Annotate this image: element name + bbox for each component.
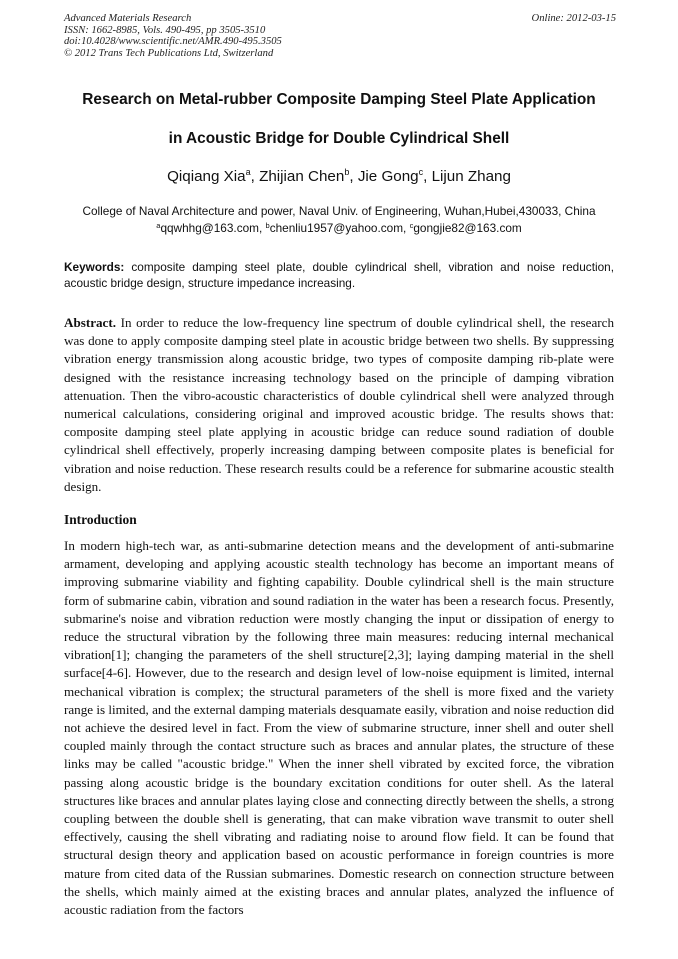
author-name: Lijun Zhang [431,168,511,185]
author-list [40,167,638,185]
issn-line: ISSN: 1662-8985, Vols. 490-495, pp 3505-3510 [64,24,266,36]
author-superscript: a [245,167,251,177]
abstract-paragraph [64,314,614,496]
email-address: qqwhhg@163.com [160,221,259,235]
email-superscript: a [156,221,161,230]
journal-name: Advanced Materials Research [64,13,192,24]
author-separator: , [423,168,432,185]
keywords-label: Keywords: [64,260,125,274]
email-address: chenliu1957@yahoo.com [269,221,404,235]
keywords-text: composite damping steel plate, double cylindrical shell, vibration and noise reduction, acoustic bridge design, structure impedance increasing. [64,260,614,290]
paper-title-line-1: Research on Metal-rubber Composite Damping Steel Plate Application [82,91,596,108]
email-address: gongjie82@163.com [413,221,522,235]
introduction-body: In modern high-tech war, as anti-submarine detection means and the development of anti-submarine armament, developing and applying acoustic stealth technology has become an important means of improving submarine viability and fighting capability. Double cylindrical shell is the main structure form of submarine cabin, vibration and sound radiation in the water has been a research focus. Presently, submarine's noise and vibration reduction were mostly changing the input or dissipation of energy to reduce the structural vibration by the following three main measures: reducing internal mechanical vibration[1]; changing the parameters of the shell structure[2,3]; laying damping material in the shell surface[4-6]. However, due to the research and design level of low-noise equipment is limited, internal mechanical vibration is complex; the structural parameters of the shell is more fixed and the variety range is limited, and the external damping materials desquamate easily, vibration and noise reduction did not achieve the desired level in fact. From the view of submarine structure, inner shell and outer shell coupled mainly through the contact structure such as braces and annular plates, the structure of these links may be called "acoustic bridge." When the inner shell vibrated by excited force, the vibration passing along acoustic bridge is the boundary excitation conditions for outer shell. As the lateral structures like braces and annular plates laying close and connecting directly between the shells, a strong coupling between the double shell is generating, that can make vibration wave transmit to outer shell effectively, causing the shell vibrating and radiating noise to around flow field. It can be found that structural design theory and application based on acoustic performance in foreign countries is more mature from cited data of the Russian submarines. Domestic research on connection structure between the shells, which mainly aimed at the existing braces and annular plates, analyzed the influence of acoustic radiation from the factors [64,538,614,918]
copyright-line: © 2012 Trans Tech Publications Ltd, Switzerland [64,47,274,59]
author-separator: , [250,168,260,185]
abstract-text: In order to reduce the low-frequency line spectrum of double cylindrical shell, the research was done to apply composite damping steel plate in acoustic bridge between two shells. By suppressing vibration energy transmission along acoustic bridge, two types of composite damping rib-plate were designed with the resistance increasing technology based on the principle of damping vibration attenuation. Then the vibro-acoustic characteristics of double cylindrical shell were analyzed through numerical calculations, considering original and improved acoustic bridge. The results shows that: composite damping steel plate applying in acoustic bridge can reduce sound radiation of double cylindrical shell effectively, properly increasing damping between composite plates is beneficial for vibration and noise reduction. These research results could be a reference for submarine acoustic stealth design. [64,315,614,494]
journal-header [64,13,616,59]
author-superscript: c [418,167,424,177]
author-name: Qiqiang Xia [167,168,246,185]
email-separator: , [258,221,266,235]
author-name: Zhijian Chen [259,168,345,185]
online-date: Online: 2012-03-15 [531,13,616,24]
doi-line: doi:10.4028/www.scientific.net/AMR.490-495.3505 [64,36,282,48]
email-separator: , [403,221,410,235]
introduction-heading: Introduction [64,512,137,527]
email-superscript: b [265,221,270,230]
author-superscript: b [344,167,350,177]
affiliation: College of Naval Architecture and power, Naval Univ. of Engineering, Wuhan,Hubei,430033, China [82,204,596,218]
email-list [40,221,638,235]
paper-title-line-2: in Acoustic Bridge for Double Cylindrical Shell [168,130,510,147]
author-separator: , [349,168,358,185]
author-name: Jie Gong [357,168,419,185]
abstract-label: Abstract. [64,315,116,330]
email-superscript: c [409,221,414,230]
keywords-paragraph [64,259,614,291]
